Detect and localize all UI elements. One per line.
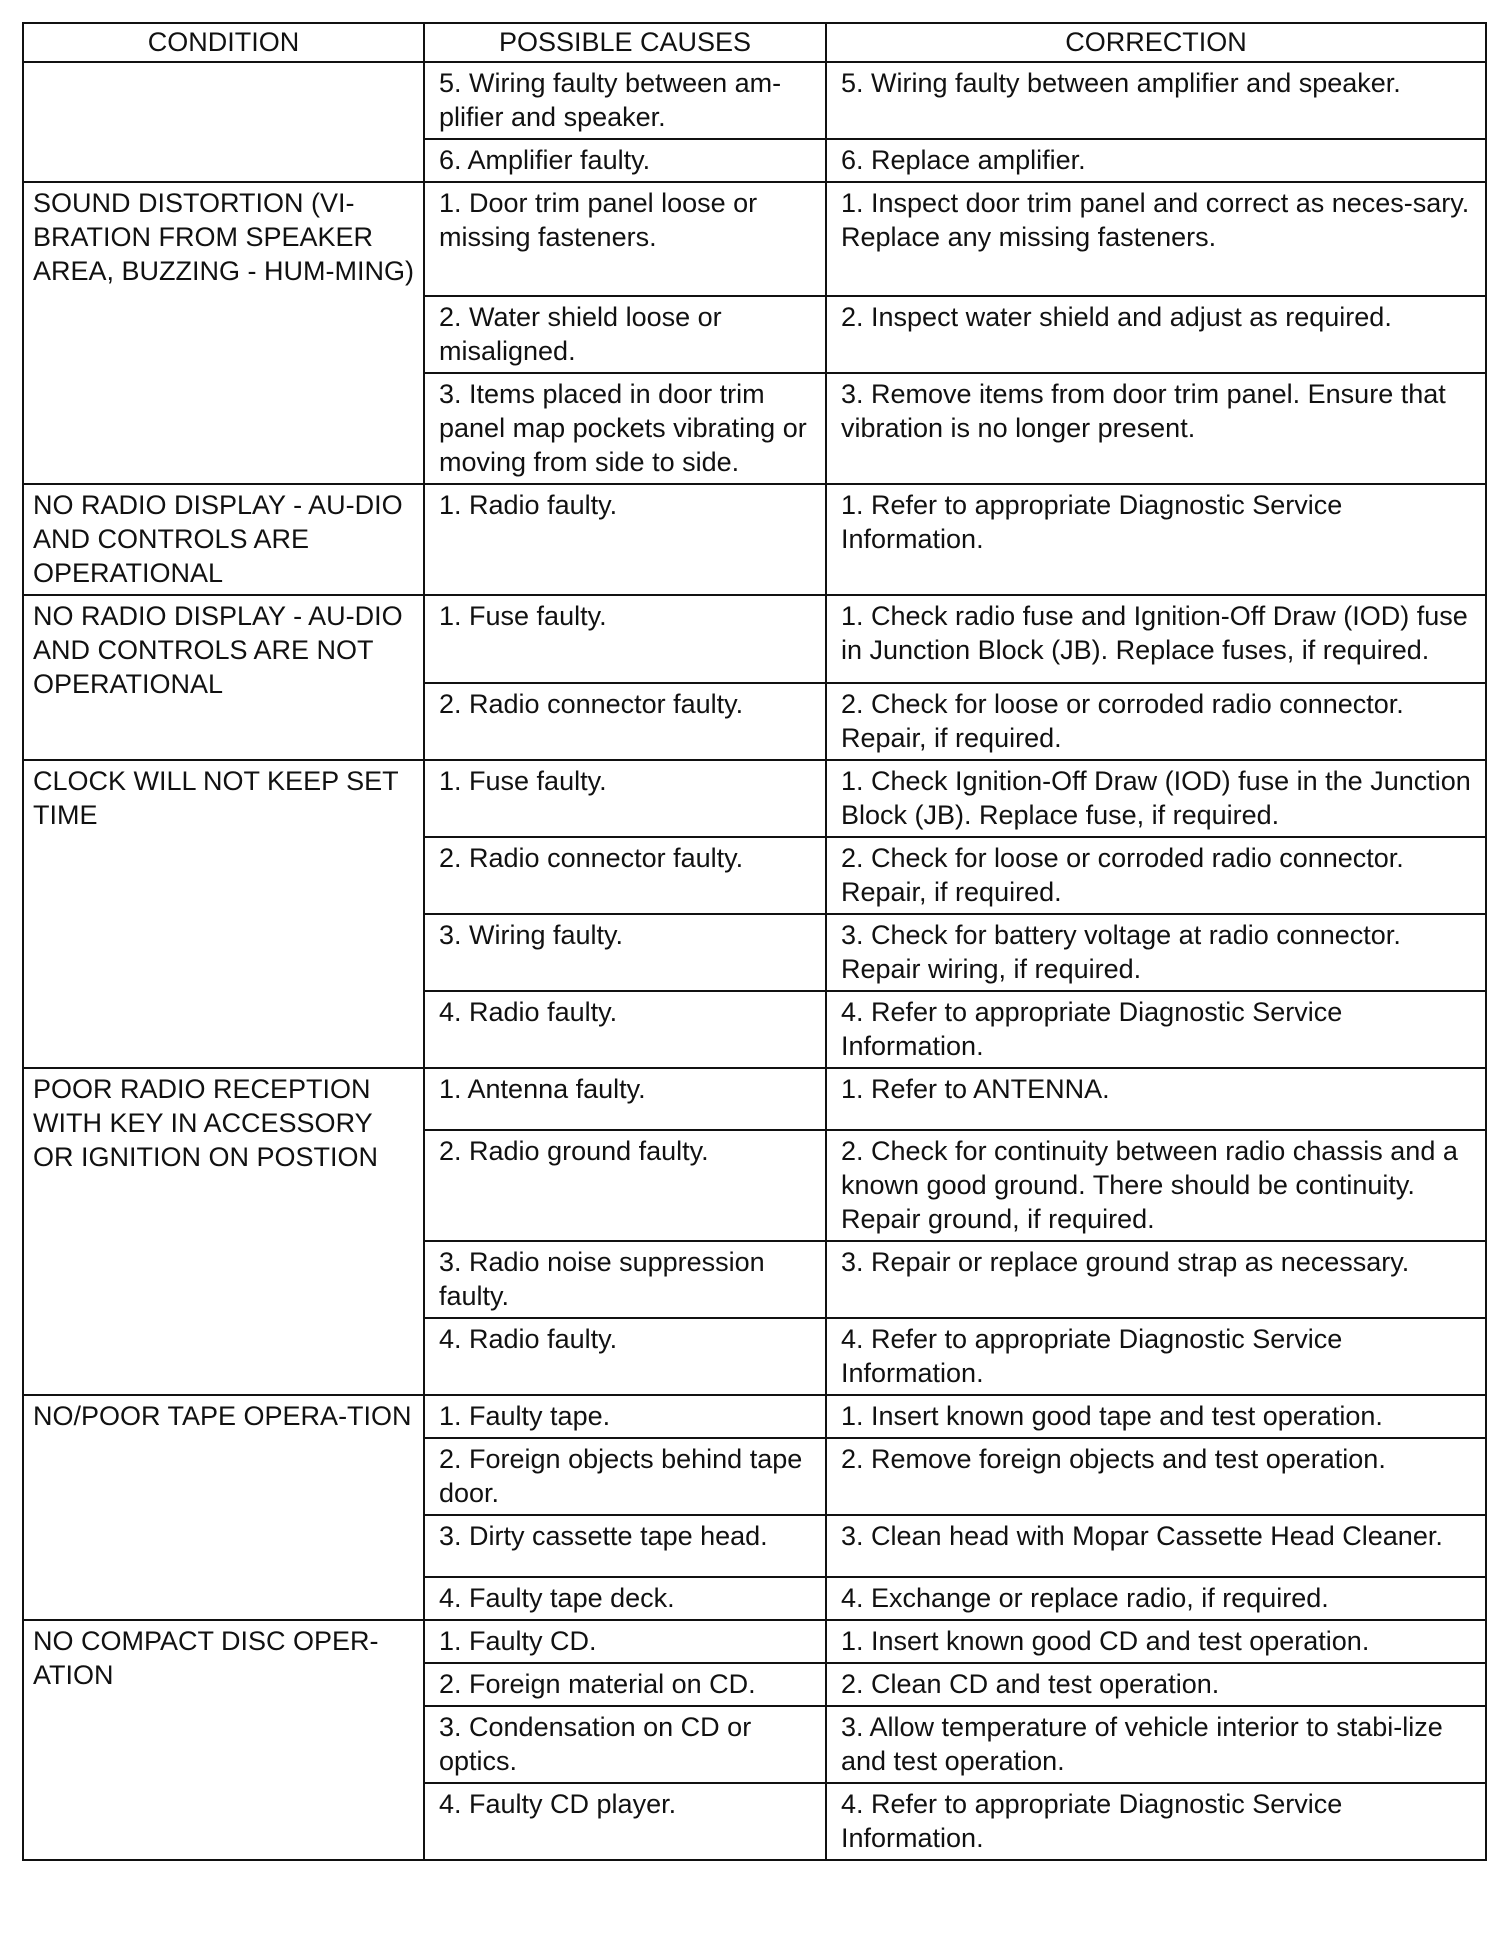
cause-cell: 1. Antenna faulty. — [424, 1068, 826, 1130]
table-row — [23, 1620, 1486, 1663]
cause-cell: 4. Faulty tape deck. — [424, 1577, 826, 1620]
correction-cell: 1. Insert known good tape and test operation. — [826, 1395, 1486, 1438]
correction-cell: 4. Refer to appropriate Diagnostic Service Information. — [826, 1318, 1486, 1395]
cause-cell: 1. Fuse faulty. — [424, 760, 826, 837]
correction-cell: 1. Insert known good CD and test operation. — [826, 1620, 1486, 1663]
cause-cell: 4. Radio faulty. — [424, 1318, 826, 1395]
correction-cell: 3. Check for battery voltage at radio connector. Repair wiring, if required. — [826, 914, 1486, 991]
header-correction: CORRECTION — [826, 23, 1486, 62]
correction-cell: 2. Inspect water shield and adjust as required. — [826, 296, 1486, 373]
condition-cell: SOUND DISTORTION (VI-BRATION FROM SPEAKER AREA, BUZZING - HUM-MING) — [23, 182, 424, 484]
correction-cell: 2. Check for continuity between radio chassis and a known good ground. There should be continuity. Repair ground, if required. — [826, 1130, 1486, 1241]
condition-cell: CLOCK WILL NOT KEEP SET TIME — [23, 760, 424, 1068]
correction-cell: 2. Check for loose or corroded radio connector. Repair, if required. — [826, 837, 1486, 914]
correction-cell: 3. Clean head with Mopar Cassette Head Cleaner. — [826, 1515, 1486, 1577]
table-row — [23, 484, 1486, 595]
table-body — [23, 62, 1486, 1860]
table-row — [23, 760, 1486, 837]
correction-cell: 1. Inspect door trim panel and correct as neces-sary. Replace any missing fasteners. — [826, 182, 1486, 296]
cause-cell: 3. Condensation on CD or optics. — [424, 1706, 826, 1783]
cause-cell: 3. Radio noise suppression faulty. — [424, 1241, 826, 1318]
condition-cell: NO COMPACT DISC OPER-ATION — [23, 1620, 424, 1860]
cause-cell: 3. Wiring faulty. — [424, 914, 826, 991]
condition-cell — [23, 62, 424, 182]
cause-cell: 1. Faulty tape. — [424, 1395, 826, 1438]
cause-cell: 1. Radio faulty. — [424, 484, 826, 595]
correction-cell: 6. Replace amplifier. — [826, 139, 1486, 182]
correction-cell: 3. Repair or replace ground strap as necessary. — [826, 1241, 1486, 1318]
cause-cell: 1. Door trim panel loose or missing fasteners. — [424, 182, 826, 296]
table-row — [23, 1395, 1486, 1438]
diagnosis-table — [22, 22, 1487, 1861]
condition-cell: NO/POOR TAPE OPERA-TION — [23, 1395, 424, 1620]
cause-cell: 2. Water shield loose or misaligned. — [424, 296, 826, 373]
header-condition: CONDITION — [23, 23, 424, 62]
cause-cell: 3. Dirty cassette tape head. — [424, 1515, 826, 1577]
condition-cell: NO RADIO DISPLAY - AU-DIO AND CONTROLS ARE OPERATIONAL — [23, 484, 424, 595]
correction-cell: 5. Wiring faulty between amplifier and speaker. — [826, 62, 1486, 139]
cause-cell: 4. Radio faulty. — [424, 991, 826, 1068]
correction-cell: 4. Exchange or replace radio, if required. — [826, 1577, 1486, 1620]
table-row — [23, 62, 1486, 139]
correction-cell: 2. Clean CD and test operation. — [826, 1663, 1486, 1706]
condition-cell: NO RADIO DISPLAY - AU-DIO AND CONTROLS ARE NOT OPERATIONAL — [23, 595, 424, 760]
cause-cell: 2. Foreign objects behind tape door. — [424, 1438, 826, 1515]
header-possible-causes: POSSIBLE CAUSES — [424, 23, 826, 62]
table-row — [23, 1068, 1486, 1130]
cause-cell: 1. Fuse faulty. — [424, 595, 826, 683]
cause-cell: 4. Faulty CD player. — [424, 1783, 826, 1860]
correction-cell: 1. Check Ignition-Off Draw (IOD) fuse in the Junction Block (JB). Replace fuse, if required. — [826, 760, 1486, 837]
correction-cell: 1. Refer to ANTENNA. — [826, 1068, 1486, 1130]
correction-cell: 1. Refer to appropriate Diagnostic Service Information. — [826, 484, 1486, 595]
cause-cell: 6. Amplifier faulty. — [424, 139, 826, 182]
cause-cell: 5. Wiring faulty between am-plifier and speaker. — [424, 62, 826, 139]
condition-cell: POOR RADIO RECEPTION WITH KEY IN ACCESSORY OR IGNITION ON POSTION — [23, 1068, 424, 1395]
table-row — [23, 182, 1486, 296]
correction-cell: 4. Refer to appropriate Diagnostic Service Information. — [826, 1783, 1486, 1860]
correction-cell: 3. Allow temperature of vehicle interior to stabi-lize and test operation. — [826, 1706, 1486, 1783]
correction-cell: 1. Check radio fuse and Ignition-Off Draw (IOD) fuse in Junction Block (JB). Replace fuses, if required. — [826, 595, 1486, 683]
correction-cell: 2. Check for loose or corroded radio connector. Repair, if required. — [826, 683, 1486, 760]
table-row — [23, 595, 1486, 683]
cause-cell: 3. Items placed in door trim panel map pockets vibrating or moving from side to side. — [424, 373, 826, 484]
cause-cell: 2. Radio connector faulty. — [424, 837, 826, 914]
cause-cell: 2. Radio connector faulty. — [424, 683, 826, 760]
correction-cell: 3. Remove items from door trim panel. Ensure that vibration is no longer present. — [826, 373, 1486, 484]
cause-cell: 1. Faulty CD. — [424, 1620, 826, 1663]
header-row — [23, 23, 1486, 62]
correction-cell: 4. Refer to appropriate Diagnostic Service Information. — [826, 991, 1486, 1068]
cause-cell: 2. Radio ground faulty. — [424, 1130, 826, 1241]
correction-cell: 2. Remove foreign objects and test operation. — [826, 1438, 1486, 1515]
cause-cell: 2. Foreign material on CD. — [424, 1663, 826, 1706]
